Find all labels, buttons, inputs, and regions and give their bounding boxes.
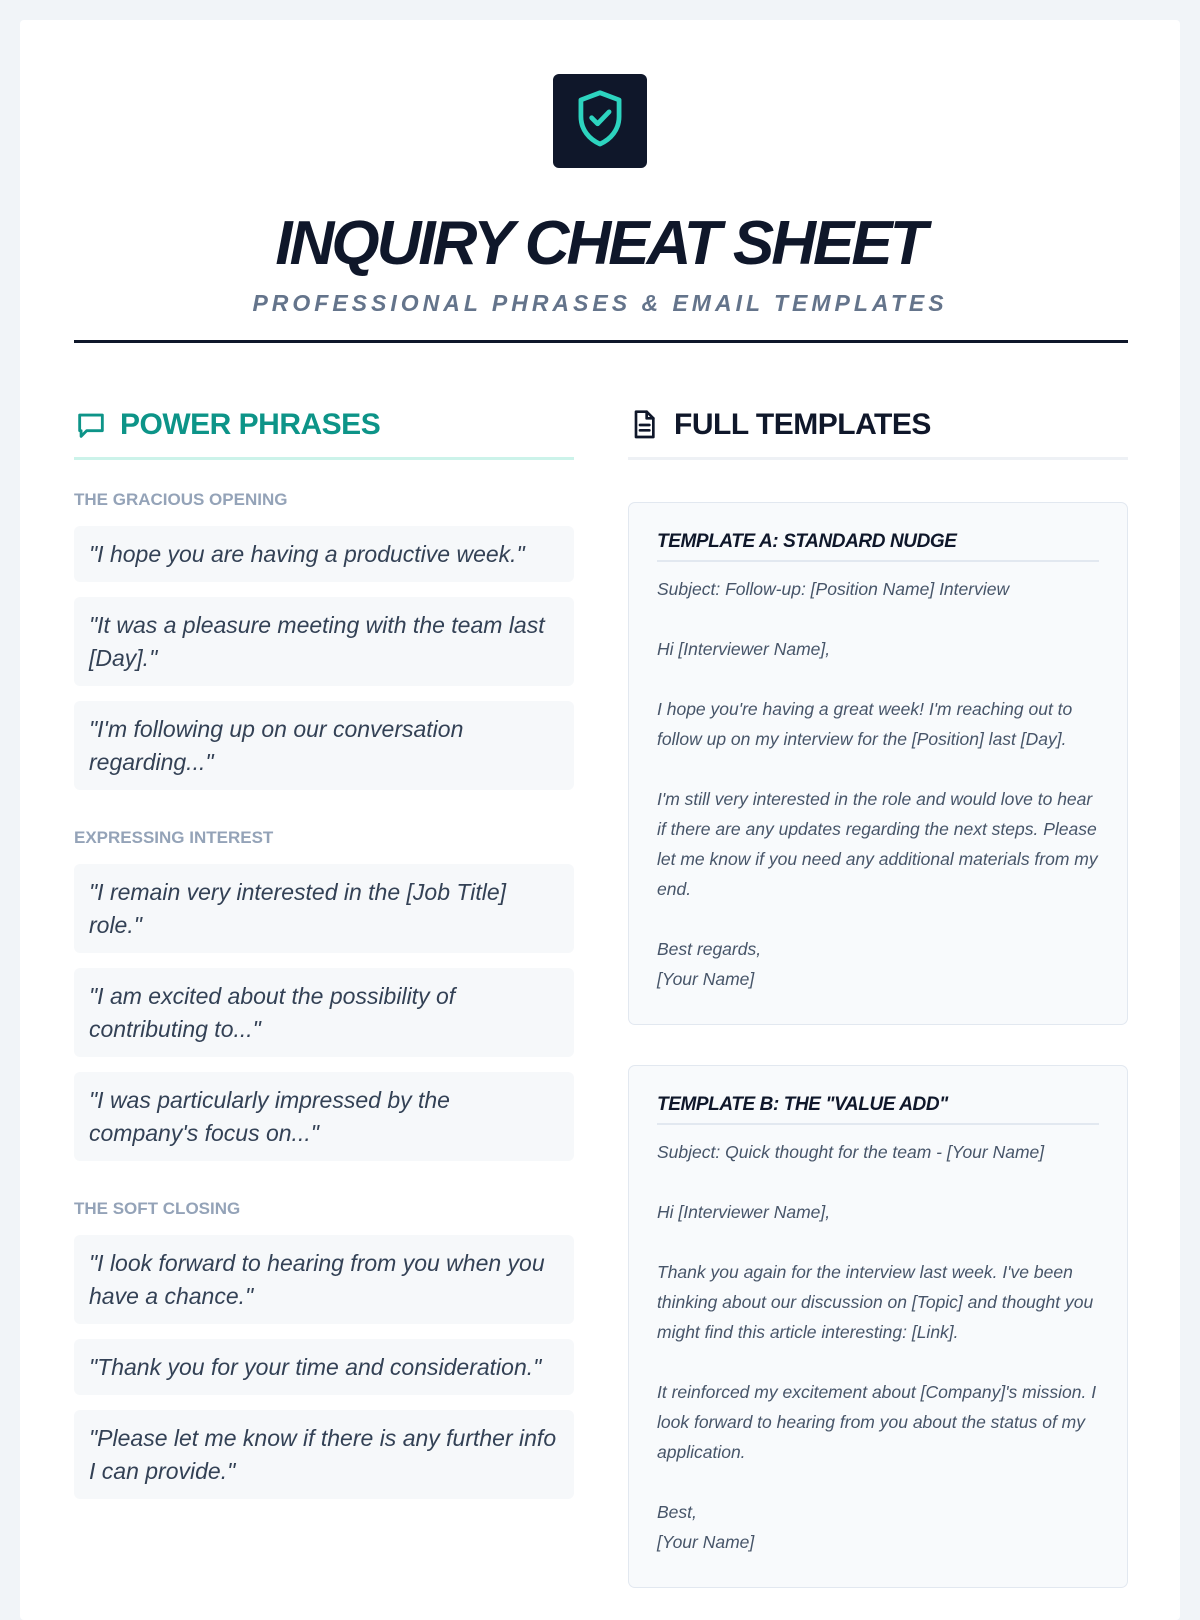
phrase-group-label: EXPRESSING INTEREST <box>74 828 274 847</box>
header-divider <box>74 340 1128 343</box>
page-title: INQUIRY CHEAT SHEET <box>275 209 925 278</box>
shield-check-icon <box>571 88 629 155</box>
document-icon <box>628 408 662 442</box>
phrase-group <box>74 828 574 1161</box>
full-templates-title: FULL TEMPLATES <box>674 407 931 441</box>
cheat-sheet <box>20 20 1180 1620</box>
phrase-card: "It was a pleasure meeting with the team last [Day]." <box>74 597 574 686</box>
full-templates-header <box>628 402 1128 460</box>
logo <box>553 74 647 168</box>
template-body: Subject: Follow-up: [Position Name] Interview Hi [Interviewer Name], I hope you're having a great week! I'm reaching out to follow up on my interview for the [Position] last [Day]. I'm still very interested in the role and would love to hear if there are any updates regarding the next steps. Please let me know if you need any additional materials from my end. Best regards, [Your Name] <box>657 579 1098 989</box>
phrase-card: "I look forward to hearing from you when you have a chance." <box>74 1235 574 1324</box>
phrase-group <box>74 1199 574 1499</box>
phrase-group <box>74 490 574 790</box>
phrase-card: "I hope you are having a productive week." <box>74 526 574 582</box>
full-templates-section <box>628 402 1128 1588</box>
phrase-card: "I am excited about the possibility of contributing to..." <box>74 968 574 1057</box>
phrase-card: "I remain very interested in the [Job Title] role." <box>74 864 574 953</box>
phrase-card: "Thank you for your time and consideration." <box>74 1339 574 1395</box>
phrase-group-label: THE GRACIOUS OPENING <box>74 490 288 509</box>
power-phrases-section <box>74 402 574 1514</box>
phrase-card: "Please let me know if there is any further info I can provide." <box>74 1410 574 1499</box>
template-title: TEMPLATE A: STANDARD NUDGE <box>657 531 1099 562</box>
template-card <box>628 502 1128 1025</box>
power-phrases-header <box>74 402 574 460</box>
template-body: Subject: Quick thought for the team - [Your Name] Hi [Interviewer Name], Thank you again for the interview last week. I've been thinking about our discussion on [Topic] and thought you might find this article interesting: [Link]. It reinforced my excitement about [Company]'s mission. I look forward to hearing from you about the status of my application. Best, [Your Name] <box>657 1142 1097 1552</box>
template-card <box>628 1065 1128 1588</box>
chat-bubble-icon <box>74 408 108 442</box>
phrase-group-label: THE SOFT CLOSING <box>74 1199 241 1218</box>
template-title: TEMPLATE B: THE "VALUE ADD" <box>657 1094 1099 1125</box>
power-phrases-title: POWER PHRASES <box>120 407 381 441</box>
phrase-card: "I'm following up on our conversation regarding..." <box>74 701 574 790</box>
phrase-card: "I was particularly impressed by the company's focus on..." <box>74 1072 574 1161</box>
page-subtitle: PROFESSIONAL PHRASES & EMAIL TEMPLATES <box>252 290 948 316</box>
